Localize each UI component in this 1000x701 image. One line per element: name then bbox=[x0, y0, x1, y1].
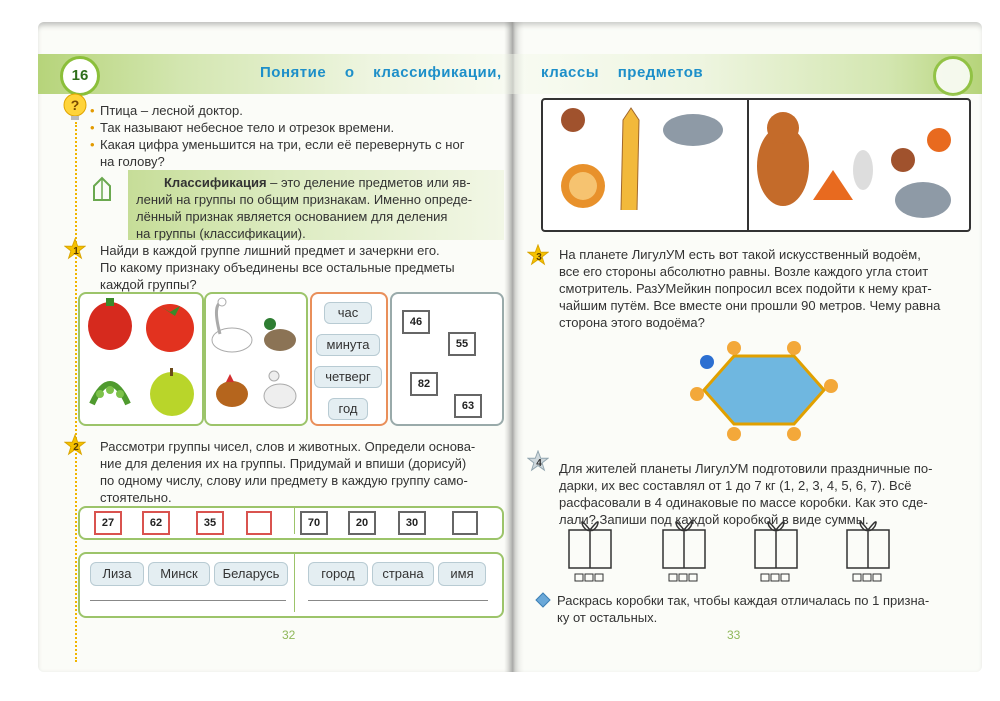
blank-answer-square[interactable] bbox=[452, 511, 478, 535]
birds-group-box bbox=[204, 292, 308, 426]
birds-illustration bbox=[206, 294, 306, 424]
task-2-line-2: ние для деления их на группы. Придумай и впиши (дорисуй) bbox=[100, 456, 467, 471]
task-3-line-2: все его стороны абсолютно равны. Возле каждого угла стоит bbox=[559, 264, 929, 279]
task-1-line-3: каждой группы? bbox=[100, 277, 197, 292]
page-title-right: классы предметов bbox=[541, 64, 704, 81]
number-square: 62 bbox=[142, 511, 170, 535]
riddle-1: Птица – лесной доктор. bbox=[100, 103, 243, 118]
task-4-line-3: расфасовали в 4 одинаковые по массе коробки. Как это сде- bbox=[559, 495, 928, 510]
word-groups-row bbox=[78, 552, 504, 618]
task-2-number: 2 bbox=[73, 442, 79, 453]
pencil-icon bbox=[92, 176, 112, 202]
words-group-box bbox=[310, 292, 388, 426]
page-number-left: 32 bbox=[282, 628, 296, 642]
word-pill: час bbox=[324, 302, 372, 324]
number-square: 35 bbox=[196, 511, 224, 535]
task-4-line-1: Для жителей планеты ЛигулУМ подготовили праздничные по- bbox=[559, 461, 933, 476]
task-4-number: 4 bbox=[536, 458, 542, 469]
word-pill: год bbox=[328, 398, 368, 420]
task-1-line-2: По какому признаку объединены все остальные предметы bbox=[100, 260, 455, 275]
task-2-line-3: по одному числу, слову или предмету в каждую группу само- bbox=[100, 473, 468, 488]
task-1-number: 1 bbox=[73, 246, 79, 257]
hexagon-pond-illustration bbox=[689, 334, 839, 446]
numbers-group-box bbox=[390, 292, 504, 426]
word-pill: имя bbox=[438, 562, 486, 586]
word-pill: минута bbox=[316, 334, 380, 356]
bullet: • bbox=[90, 103, 95, 118]
riddle-3: Какая цифра уменьшится на три, если её перевернуть с ног bbox=[100, 137, 465, 152]
group-divider bbox=[294, 554, 295, 612]
answer-line[interactable] bbox=[308, 600, 488, 601]
task-2-line-1: Рассмотри группы чисел, слов и животных. Определи основа- bbox=[100, 439, 476, 454]
page-number-right: 33 bbox=[727, 628, 741, 642]
word-pill: Беларусь bbox=[214, 562, 288, 586]
number-square: 63 bbox=[454, 394, 482, 418]
task-1-line-1: Найди в каждой группе лишний предмет и зачеркни его. bbox=[100, 243, 440, 258]
book-spine bbox=[504, 22, 524, 672]
answer-line[interactable] bbox=[90, 600, 286, 601]
task-3-line-3: смотритель. РазУМейкин попросил всех подойти к нему крат- bbox=[559, 281, 932, 296]
word-pill: Лиза bbox=[90, 562, 144, 586]
vegetables-illustration bbox=[80, 294, 202, 424]
number-square: 70 bbox=[300, 511, 328, 535]
bullet: • bbox=[90, 120, 95, 135]
number-square: 82 bbox=[410, 372, 438, 396]
definition-line-1: – это деление предметов или яв- bbox=[266, 175, 471, 190]
page-number-badge-right bbox=[933, 56, 973, 96]
riddle-3-cont: на голову? bbox=[100, 154, 165, 169]
dotted-margin-line bbox=[75, 122, 77, 662]
group-divider bbox=[294, 508, 295, 534]
number-square: 20 bbox=[348, 511, 376, 535]
blank-answer-square[interactable] bbox=[246, 511, 272, 535]
task-3-number: 3 bbox=[536, 252, 542, 263]
page-title-left: Понятие о классификации, bbox=[260, 64, 502, 81]
word-pill: страна bbox=[372, 562, 434, 586]
task-4-line-4: лали? Запиши под каждой коробкой в виде суммы. bbox=[559, 512, 869, 527]
number-square: 55 bbox=[448, 332, 476, 356]
animals-illustration-box bbox=[541, 98, 971, 232]
lightbulb-question-icon bbox=[62, 92, 88, 122]
bullet: • bbox=[90, 137, 95, 152]
riddle-2: Так называют небесное тело и отрезок времени. bbox=[100, 120, 395, 135]
page-number-badge: 16 bbox=[60, 56, 100, 96]
right-page bbox=[513, 22, 982, 672]
coloring-line-1: Раскрась коробки так, чтобы каждая отличалась по 1 призна- bbox=[557, 593, 930, 608]
gift-boxes-illustration bbox=[559, 512, 939, 582]
definition-line-4: на группы (классификации). bbox=[136, 226, 306, 241]
definition-box bbox=[128, 170, 504, 240]
task-2-line-4: стоятельно. bbox=[100, 490, 172, 505]
number-groups-row bbox=[78, 506, 504, 540]
task-3-line-5: сторона этого водоёма? bbox=[559, 315, 705, 330]
word-pill: город bbox=[308, 562, 368, 586]
definition-line-2: лений на группы по общим признакам. Именно опреде- bbox=[136, 192, 473, 207]
task-3-line-1: На планете ЛигулУМ есть вот такой искусственный водоём, bbox=[559, 247, 921, 262]
definition-line-3: лённый признак является основанием для деления bbox=[136, 209, 448, 224]
number-square: 27 bbox=[94, 511, 122, 535]
paint-icon bbox=[535, 592, 551, 608]
number-square: 30 bbox=[398, 511, 426, 535]
word-pill: Минск bbox=[148, 562, 210, 586]
task-3-line-4: чайшим путём. Все вместе они прошли 90 метров. Чему равна bbox=[559, 298, 941, 313]
task-4-line-2: дарки, их вес составлял от 1 до 7 кг (1, 2, 3, 4, 5, 6, 7). Всё bbox=[559, 478, 912, 493]
definition-term: Классификация bbox=[164, 175, 267, 190]
number-square: 46 bbox=[402, 310, 430, 334]
svg-text:?: ? bbox=[70, 97, 80, 113]
vegetables-group-box bbox=[78, 292, 204, 426]
word-pill: четверг bbox=[314, 366, 382, 388]
open-workbook bbox=[38, 22, 982, 672]
animals-illustration bbox=[543, 100, 969, 230]
left-page bbox=[38, 22, 513, 672]
coloring-line-2: ку от остальных. bbox=[557, 610, 658, 625]
